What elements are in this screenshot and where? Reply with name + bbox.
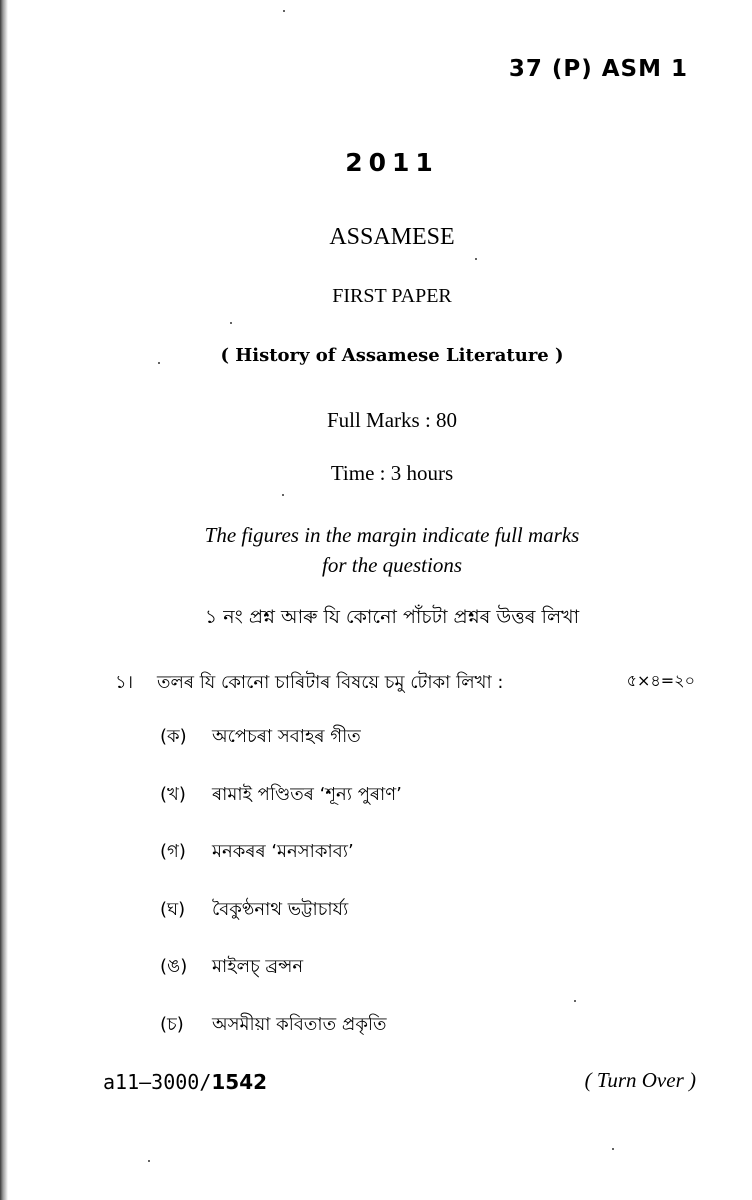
margin-note-line2: for the questions — [322, 553, 462, 577]
option-label: (চ) — [160, 1013, 184, 1035]
scan-speck — [282, 494, 284, 496]
scan-speck — [148, 1160, 150, 1162]
option-text: অসমীয়া কবিতাত প্ৰকৃতি — [212, 1013, 387, 1035]
question-text: তলৰ যি কোনো চাৰিটাৰ বিষয়ে চমু টোকা লিখা : — [157, 672, 504, 693]
turn-over-note: ( Turn Over ) — [584, 1068, 696, 1092]
scan-speck — [475, 258, 477, 260]
option-nga — [160, 952, 402, 1010]
option-ka — [160, 722, 402, 780]
booklet-code-number: 1542 — [211, 1070, 268, 1094]
scan-speck — [230, 322, 232, 324]
general-instruction: ১ নং প্ৰশ্ন আৰু যি কোনো পাঁচটা প্ৰশ্নৰ উত্তৰ লিখা — [204, 606, 580, 628]
option-label: (খ) — [160, 783, 186, 805]
exam-year: 2011 — [345, 148, 439, 177]
question-marks: ৫×৪=২০ — [626, 671, 695, 690]
option-cha — [160, 1010, 402, 1068]
scan-speck — [574, 1000, 576, 1002]
option-label: (ঙ) — [160, 956, 188, 977]
scan-speck — [283, 10, 285, 12]
paper-number: FIRST PAPER — [332, 285, 452, 307]
scan-speck — [612, 1148, 614, 1150]
booklet-code-prefix: a11—3000/ — [103, 1070, 212, 1094]
time-allowed: Time : 3 hours — [330, 461, 454, 485]
question-1-options — [160, 722, 402, 1067]
option-gha — [160, 895, 402, 953]
question-number: ১। — [115, 672, 134, 693]
option-text: মাইলচ্ ব্ৰন্সন — [212, 956, 304, 977]
option-label: (ক) — [160, 726, 187, 747]
option-text: অপেচৰা সবাহৰ গীত — [212, 726, 361, 747]
subject-title: ASSAMESE — [329, 224, 455, 250]
option-label: (ঘ) — [160, 898, 186, 920]
scan-speck — [158, 362, 160, 364]
booklet-code — [103, 1070, 267, 1094]
option-label: (গ) — [160, 841, 186, 862]
option-ga — [160, 837, 402, 895]
full-marks: Full Marks : 80 — [326, 408, 458, 432]
option-text: ৰামাই পণ্ডিতৰ ‘শূন্য পুৰাণ’ — [212, 783, 402, 805]
paper-code: 37 (P) ASM 1 — [508, 56, 688, 82]
option-text: মনকৰৰ ‘মনসাকাব্য’ — [212, 841, 354, 862]
option-text: বৈকুণ্ঠনাথ ভট্টাচাৰ্য্য — [212, 898, 349, 920]
margin-note-line1: The figures in the margin indicate full marks — [204, 523, 580, 547]
option-kha — [160, 780, 402, 838]
margin-note — [0, 520, 752, 580]
paper-title: ( History of Assamese Literature ) — [220, 345, 564, 366]
scan-edge — [0, 0, 8, 1200]
